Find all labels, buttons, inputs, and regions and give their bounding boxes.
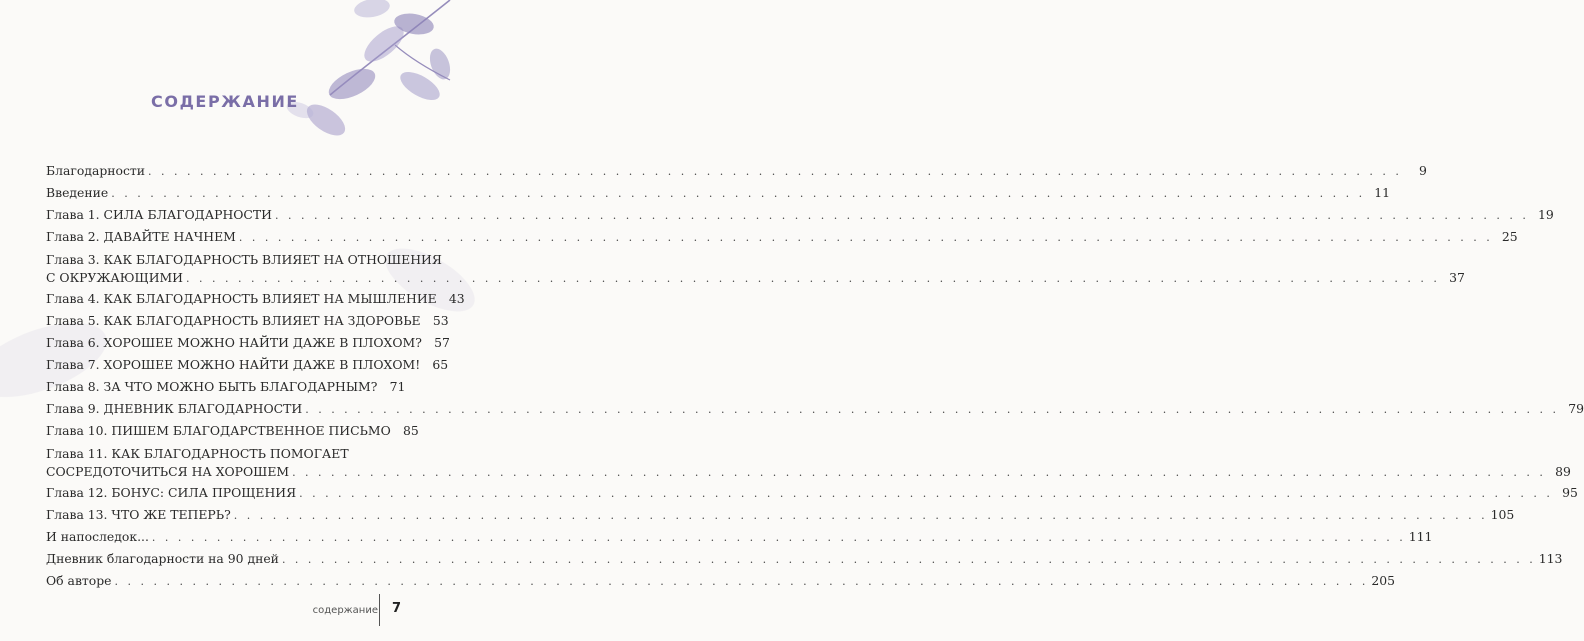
toc-page-number: 85 xyxy=(402,423,419,438)
toc-entry-title: И напоследок... xyxy=(46,529,149,544)
toc-page-number: 9 xyxy=(1419,163,1427,178)
footer-divider xyxy=(379,594,380,626)
toc-entry[interactable] xyxy=(46,313,449,330)
dot-leader xyxy=(275,209,1529,222)
toc-entry[interactable] xyxy=(46,485,1578,502)
toc-entry[interactable] xyxy=(46,507,1515,524)
toc-entry-title: Глава 8. ЗА ЧТО МОЖНО БЫТЬ БЛАГОДАРНЫМ? xyxy=(46,379,378,394)
toc-page-number: 111 xyxy=(1408,529,1433,544)
toc-page-number: 113 xyxy=(1538,551,1563,566)
toc-entry[interactable] xyxy=(46,529,1433,546)
toc-entry[interactable] xyxy=(46,252,1465,287)
toc-title: СОДЕРЖАНИЕ xyxy=(151,92,299,111)
toc-entry-title: Глава 13. ЧТО ЖЕ ТЕПЕРЬ? xyxy=(46,507,231,522)
toc-entry-title: Глава 1. СИЛА БЛАГОДАРНОСТИ xyxy=(46,207,272,222)
toc-page-number: 11 xyxy=(1374,185,1391,200)
toc-entry-title-continued: СОСРЕДОТОЧИТЬСЯ НА ХОРОШЕМ xyxy=(46,464,290,479)
toc-entry-title: Глава 9. ДНЕВНИК БЛАГОДАРНОСТИ xyxy=(46,401,303,416)
toc-page-number: 105 xyxy=(1490,507,1515,522)
toc-entry[interactable] xyxy=(46,163,1427,180)
toc-entry-title: Об авторе xyxy=(46,573,112,588)
toc-entry[interactable] xyxy=(46,185,1391,202)
toc-entry-title: Дневник благодарности на 90 дней xyxy=(46,551,279,566)
toc-page-number: 53 xyxy=(432,313,449,328)
toc-entry-title-continued: С ОКРУЖАЮЩИМИ xyxy=(46,270,183,285)
dot-leader xyxy=(148,165,1402,178)
toc-page-number: 25 xyxy=(1501,229,1518,244)
dot-leader xyxy=(152,531,1406,544)
toc-entry[interactable] xyxy=(46,423,419,440)
dot-leader xyxy=(292,466,1546,479)
toc-entry[interactable] xyxy=(46,401,1584,418)
toc-page-number: 19 xyxy=(1538,207,1554,222)
dot-leader xyxy=(111,187,1365,200)
toc-entry[interactable] xyxy=(46,551,1563,568)
toc-entry-title: Глава 12. БОНУС: СИЛА ПРОЩЕНИЯ xyxy=(46,485,297,500)
toc-page-number: 57 xyxy=(434,335,450,350)
toc-entry[interactable] xyxy=(46,357,449,374)
toc-entry-title: Глава 5. КАК БЛАГОДАРНОСТЬ ВЛИЯЕТ НА ЗДОРОВЬЕ xyxy=(46,313,421,328)
toc-entry-title: Введение xyxy=(46,185,109,200)
toc-page-number: 89 xyxy=(1555,464,1571,479)
toc-page-number: 95 xyxy=(1562,485,1578,500)
toc-entry-title: Глава 10. ПИШЕМ БЛАГОДАРСТВЕННОЕ ПИСЬМО xyxy=(46,423,391,438)
toc-page-number: 65 xyxy=(432,357,449,372)
dot-leader xyxy=(299,487,1553,500)
toc-entry[interactable] xyxy=(46,207,1554,224)
toc-page-number: 79 xyxy=(1568,401,1584,416)
toc-page-number: 71 xyxy=(389,379,406,394)
toc-entry-title: Глава 7. ХОРОШЕЕ МОЖНО НАЙТИ ДАЖЕ В ПЛОХОМ! xyxy=(46,357,421,372)
toc-entry[interactable] xyxy=(46,573,1395,590)
toc-entry[interactable] xyxy=(46,229,1518,246)
dot-leader xyxy=(282,553,1536,566)
dot-leader xyxy=(305,403,1559,416)
dot-leader xyxy=(186,272,1440,285)
toc-entry[interactable] xyxy=(46,446,1571,481)
toc-entry-title: Глава 2. ДАВАЙТЕ НАЧНЕМ xyxy=(46,229,236,244)
toc-entry-title: Глава 11. КАК БЛАГОДАРНОСТЬ ПОМОГАЕТ xyxy=(46,446,349,461)
dot-leader xyxy=(115,575,1369,588)
running-footer-section: содержание xyxy=(312,605,378,616)
toc-entry-title: Глава 3. КАК БЛАГОДАРНОСТЬ ВЛИЯЕТ НА ОТНОШЕНИЯ xyxy=(46,252,442,267)
toc-entry-title: Благодарности xyxy=(46,163,146,178)
toc-entry[interactable] xyxy=(46,379,406,396)
dot-leader xyxy=(239,231,1493,244)
toc-entry[interactable] xyxy=(46,291,465,308)
page-number: 7 xyxy=(392,601,402,616)
toc-page-number: 205 xyxy=(1371,573,1395,588)
toc-entry-title: Глава 6. ХОРОШЕЕ МОЖНО НАЙТИ ДАЖЕ В ПЛОХОМ? xyxy=(46,335,422,350)
toc-page-number: 43 xyxy=(448,291,465,306)
dot-leader xyxy=(234,509,1488,522)
toc-page-number: 37 xyxy=(1449,270,1465,285)
toc-entry[interactable] xyxy=(46,335,450,352)
toc-entry-title: Глава 4. КАК БЛАГОДАРНОСТЬ ВЛИЯЕТ НА МЫШЛЕНИЕ xyxy=(46,291,437,306)
